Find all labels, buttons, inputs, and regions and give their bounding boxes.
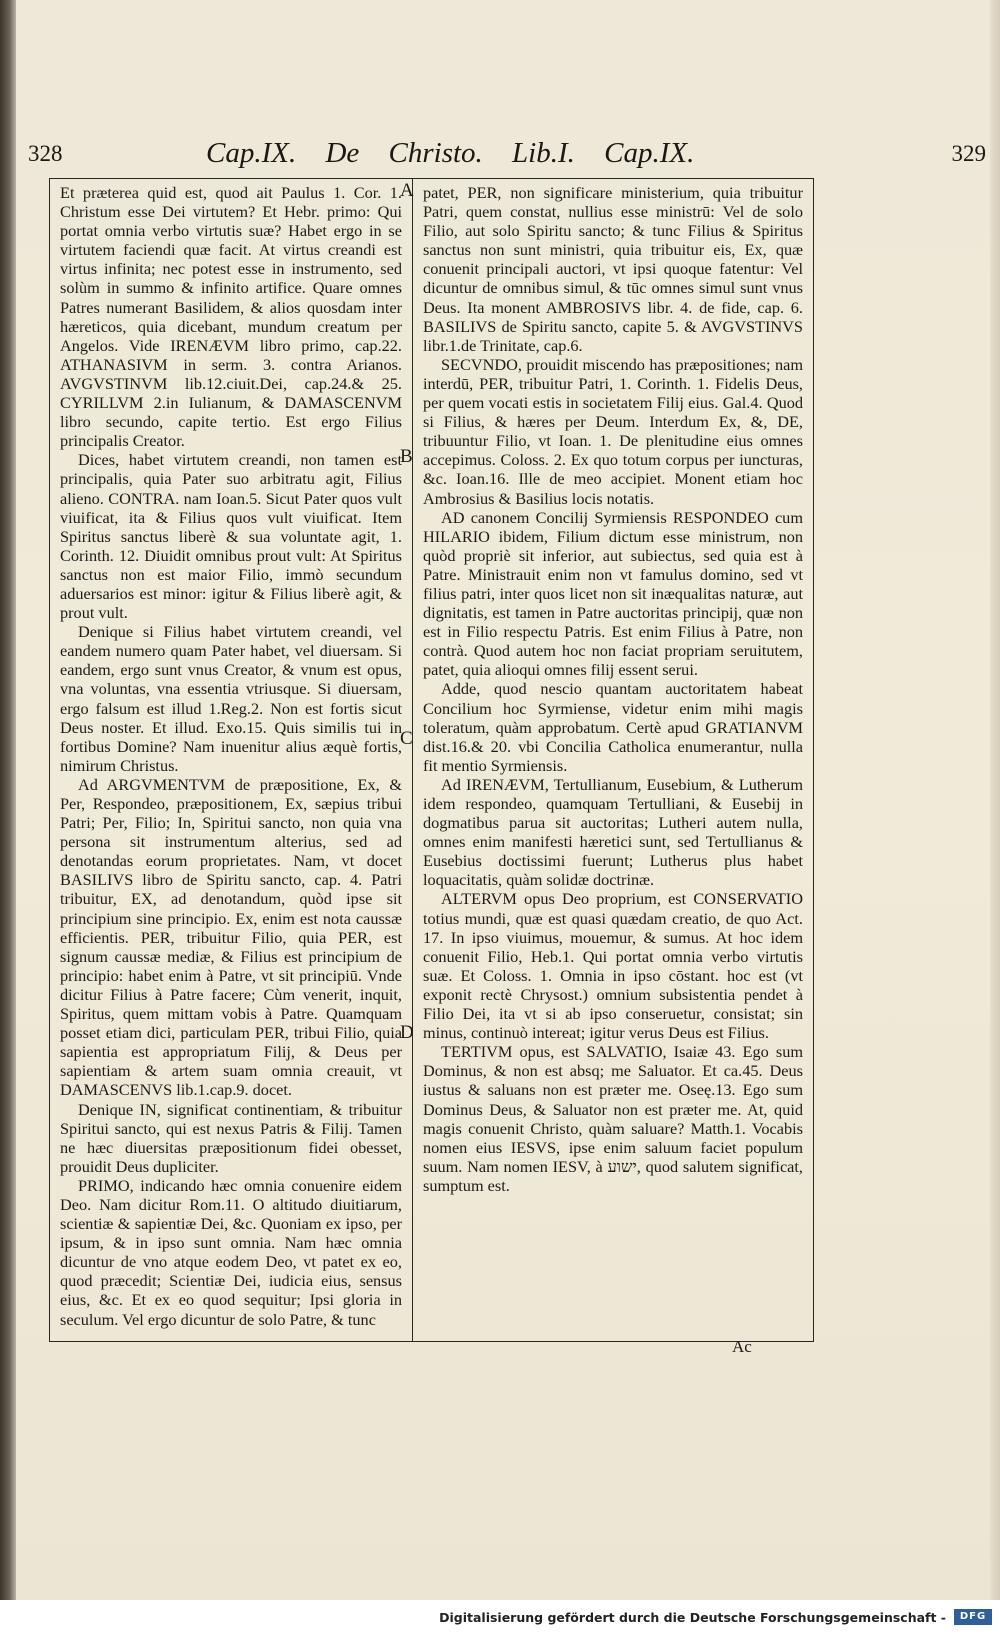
left-paragraph-2: Dices, habet virtutem creandi, non tamen est principalis, quia Pater suo arbitratu agit, Filius alieno. CONTRA. nam Ioan.5. Sicut Pater quos vult viuificat, ita & Filius quos vult viuificat. Item Spiritus sanctus liberè & sua voluntate agit, 1. Corinth. 12. Diuidit omnibus prout vult: At Spiritus sanctus non est maior Filio, immò secundum aduersarios est minor: igitur & Filius liberè agit, & prout vult. <box>60 450 402 623</box>
right-paragraph-2: SECVNDO, prouidit miscendo has præpositiones; nam interdū, PER, tribuitur Patri, 1. Corinth. 1. Fidelis Deus, per quem vocati estis in societatem Filij eius. Gal.4. Quod si Filius, & hæres per Deum. Interdum Ex, &, DE, tribuuntur Filio, vt Ioan. 1. De plenitudine eius omnes accepimus. Coloss. 2. Ex quo totum corpus per iuncturas, &c. Ioan.16. Ille de meo accipiet. Monent etiam hoc Ambrosius & Basilius locis notatis. <box>423 354 803 508</box>
running-title: Cap.IX. De Christo. Lib.I. Cap.IX. <box>206 137 695 169</box>
column-divider <box>412 178 413 1342</box>
book-page <box>16 0 1000 1600</box>
digitization-footer <box>0 1600 1000 1637</box>
page-number-right: 329 <box>951 141 986 166</box>
right-paragraph-1: patet, PER, non significare ministerium, quia tribuitur Patri, quem constat, nullius esse ministrū: Vel de solo Filio, aut solo Spiritu sancto; & tunc Filius & Spiritus sanctus non sunt ministri, quia tribuitur eis, Ex, quæ conuenit principali auctori, vt ipsi quoque fatentur: Vel dicuntur de omnibus simul, & tūc omnes simul sunt vnus Deus. Ita monent AMBROSIVS libr. 4. de fide, cap. 6. BASILIVS de Spiritu sancto, capite 5. & AVGVSTINVS libr.1.de Trinitate, cap.6. <box>423 183 803 355</box>
right-column <box>423 183 803 1195</box>
margin-letter-d: D <box>400 1022 414 1043</box>
right-paragraph-5: Ad IRENÆVM, Tertullianum, Eusebium, & Lutherum idem respondeo, quamquam Tertulliani, & Eusebij in dogmatibus parua sit auctoritas; Lutheri autem nulla, omnes enim manifesti hæretici sunt, sed Tertullianus & Eusebius doctissimi fuerunt; Lutherus plus habet loquacitatis, quàm solidæ doctrinæ. <box>423 774 803 890</box>
left-paragraph-3: Denique si Filius habet virtutem creandi, vel eandem numero quam Pater habet, vel diuersam. Si eandem, ergo sunt vnus Creator, & vnum est opus, vna voluntas, vna essentia vtriusque. Si diuersam, ergo falsum est illud 1.Reg.2. Non est fortis sicut Deus noster. Et illud. Exo.15. Quis similis tui in fortibus Domine? Nam inuenitur alius æquè fortis, nimirum Christus. <box>60 622 402 775</box>
left-paragraph-1: Et præterea quid est, quod ait Paulus 1. Cor. 1. Christum esse Dei virtutem? Et Hebr. primo: Qui portat omnia verbo virtutis suæ? Habet ergo in se virtutem faciendi quæ facit. At virtus creandi est virtus infinita; nec potest esse in instrumento, sed solùm in summo & infinito artifice. Quare omnes Patres numerant Basilidem, & alios quosdam inter hæreticos, quia dicebant, mundum creatum per Angelos. Vide IRENÆVM libro primo, cap.22. ATHANASIVM in serm. 3. contra Arianos. AVGVSTINVM lib.12.ciuit.Dei, cap.24.& 25. CYRILLVM 2.in Iulianum, & DAMASCENVM libro secundo, capite tertio. Est ergo Filius principalis Creator. <box>60 183 402 451</box>
footer-credit: Digitalisierung gefördert durch die Deutsche Forschungsgemeinschaft - <box>439 1610 946 1625</box>
margin-letter-c: C <box>400 728 413 749</box>
book-spine <box>0 0 16 1637</box>
right-paragraph-3: AD canonem Concilij Syrmiensis RESPONDEO cum HILARIO ibidem, Filium dictum esse ministrum, non quòd propriè sit inferior, aut subiectus, sed quia est à Patre. Ministrauit enim non vt famulus domino, sed vt filius patri, inter quos licet non sit inæqualitas naturæ, aut dignitatis, est tamen in Patre auctoritas principij, quæ non est in Filio respectu Patris. Est enim Filius à Patre, non contrà. Quod autem hoc non faciat propriam seruitutem, patet, quia alioqui omnes filij essent serui. <box>423 507 803 680</box>
left-paragraph-6: PRIMO, indicando hæc omnia conuenire eidem Deo. Nam dicitur Rom.11. O altitudo diuitiarum, scientiæ & sapientiæ Dei, &c. Quoniam ex ipso, per ipsum, & in ipso sunt omnia. Nam hæc omnia dicuntur de vno atque eodem Deo, vt patet ex eo, quod præcedit; Scientiæ Dei, iudicia eius, sensus eius, &c. Et ex eo quod sequitur; Ipsi gloria in seculum. Vel ergo dicuntur de solo Patre, & tunc <box>60 1175 402 1329</box>
right-paragraph-7: TERTIVM opus, est SALVATIO, Isaiæ 43. Ego sum Dominus, & non est absq; me Saluator. Et ca.45. Deus iustus & saluans non est præter me. Oseę.13. Ego sum Dominus Deus, & Saluator non est præter me. At, quid magis conuenit Christo, quàm saluare? Matth.1. Vocabis nomen eius IESVS, ipse enim saluum faciet populum suum. Nam nomen IESV, à ישוע, quod salutem significat, sumptum est. <box>423 1042 803 1195</box>
right-paragraph-6: ALTERVM opus Deo proprium, est CONSERVATIO totius mundi, quæ est quasi quædam creatio, de quo Act. 17. In ipso viuimus, mouemur, & sumus. At hoc idem conuenit Filio, Heb.1. Qui portat omnia verbo virtutis suæ. Et Coloss. 1. Omnia in ipso cōstant. hoc est (vt exponit rectè Chrysost.) omnium subsistentia pendet à Filio Dei, ita vt si ab ipso conseruetur, consistat; sin minus, continuò intereat; igitur verus Deus est Filius. <box>423 889 803 1043</box>
right-paragraph-4: Adde, quod nescio quantam auctoritatem habeat Concilium hoc Syrmiense, videtur enim mihi magis toleratum, quàm approbatum. Certè apud GRATIANVM dist.16.& 20. vbi Concilia Catholica enumerantur, nulla fit mentio Syrmiensis. <box>423 679 803 775</box>
running-header <box>16 137 1000 177</box>
left-paragraph-4: Ad ARGVMENTVM de præpositione, Ex, & Per, Respondeo, præpositionem, Ex, sæpius tribui Patri; Per, Filio; In, Spiritui sancto, non quia vna persona sit instrumentum alterius, sed ad denotandas eorum proprietates. Nam, vt docet BASILIVS libro de Spiritu sancto, cap. 4. Patri tribuitur, EX, ad denotandum, quòd ipse sit principium sine principio. Ex, enim est nota caussæ efficientis. PER, tribuitur Filio, quia PER, est signum caussæ mediæ, & Filius est principium de principio: habet enim à Patre, vt sit principiū. Vnde dicitur Filius à Patre facere; Cùm venerit, inquit, Spiritus, quem mittam vobis à Patre. Quamquam posset etiam dici, particulam PER, tribui Filio, quia sapientia est appropriatum Filij, & Deus per sapientiam & artem suam omnia creauit, vt DAMASCENVS lib.1.cap.9. docet. <box>60 774 402 1100</box>
page-edge <box>990 0 1000 1600</box>
margin-letter-a: A <box>400 180 414 201</box>
left-paragraph-5: Denique IN, significat continentiam, & tribuitur Spiritui sancto, qui est nexus Patris & Filij. Tamen ne hæc diuersitas præpositionum fidei obesset, prouidit Deus dupliciter. <box>60 1099 402 1176</box>
dfg-logo: DFG <box>954 1609 992 1625</box>
left-column <box>60 183 402 1329</box>
page-number-left: 328 <box>28 141 63 166</box>
catchword: Ac <box>732 1337 752 1356</box>
margin-letter-b: B <box>400 446 413 467</box>
